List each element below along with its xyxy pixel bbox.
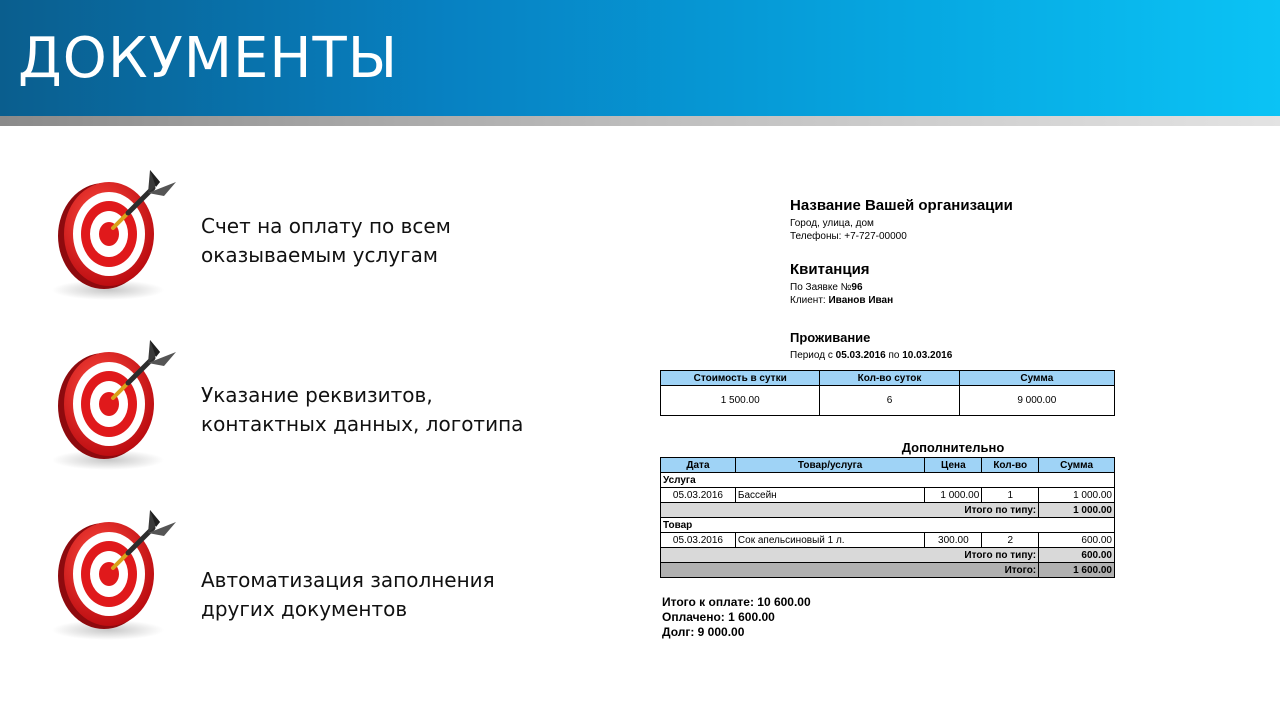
group-name: Товар <box>661 518 1115 533</box>
paid-amount: Оплачено: 1 600.00 <box>662 610 775 624</box>
stay-title: Проживание <box>790 330 871 345</box>
table-cell: 1 000.00 <box>1039 488 1115 503</box>
table-cell: 1 000.00 <box>925 488 982 503</box>
group-row <box>661 518 1115 533</box>
extra-title: Дополнительно <box>901 440 1005 455</box>
receipt-title: Квитанция <box>790 261 870 278</box>
stay-table <box>660 370 1115 416</box>
client-line <box>790 294 893 307</box>
feature-text-line: Автоматизация заполнения <box>201 568 495 592</box>
total-value: 1 600.00 <box>1039 563 1115 578</box>
subtotal-row <box>661 548 1115 563</box>
order-label: По Заявке № <box>790 282 852 293</box>
feature-text-line: других документов <box>201 597 408 621</box>
feature-invoice <box>50 166 610 306</box>
organization-address: Город, улица, дом <box>790 218 874 229</box>
client-label: Клиент: <box>790 295 826 306</box>
target-dart-icon <box>50 506 190 646</box>
table-cell: 1 500.00 <box>661 386 820 416</box>
header-divider <box>0 116 1280 126</box>
subtotal-value: 1 000.00 <box>1039 503 1115 518</box>
feature-text-line: оказываемым услугам <box>201 243 438 267</box>
feature-text-line: Указание реквизитов, <box>201 383 433 407</box>
target-dart-icon <box>50 166 190 306</box>
table-header-row <box>661 458 1115 473</box>
subtotal-value: 600.00 <box>1039 548 1115 563</box>
client-name: Иванов Иван <box>828 295 894 306</box>
feature-text <box>201 212 451 270</box>
table-row <box>661 386 1115 416</box>
table-cell: 9 000.00 <box>959 386 1114 416</box>
table-header-cell: Товар/услуга <box>735 458 924 473</box>
table-header-row <box>661 371 1115 386</box>
table-header-cell: Стоимость в сутки <box>661 371 820 386</box>
table-header-cell: Цена <box>925 458 982 473</box>
feature-text <box>201 566 495 624</box>
organization-name: Название Вашей организации <box>790 197 1013 214</box>
group-row <box>661 473 1115 488</box>
group-name: Услуга <box>661 473 1115 488</box>
subtotal-row <box>661 503 1115 518</box>
feature-text-line: контактных данных, логотипа <box>201 412 524 436</box>
table-cell: Сок апельсиновый 1 л. <box>735 533 924 548</box>
subtotal-label: Итого по типу: <box>661 503 1039 518</box>
extra-table <box>660 457 1115 578</box>
payment-summary <box>662 595 811 640</box>
debt-amount: Долг: 9 000.00 <box>662 625 745 639</box>
page-title: ДОКУМЕНТЫ <box>18 26 399 91</box>
period-from: 05.03.2016 <box>835 350 886 361</box>
table-cell: Бассейн <box>735 488 924 503</box>
table-cell: 05.03.2016 <box>661 488 736 503</box>
header-banner <box>0 0 1280 116</box>
table-header-cell: Кол-во суток <box>820 371 959 386</box>
feature-requisites <box>50 336 610 476</box>
stay-period <box>790 349 952 362</box>
order-line <box>790 281 863 294</box>
period-label: Период с <box>790 350 833 361</box>
table-cell: 05.03.2016 <box>661 533 736 548</box>
table-cell: 2 <box>982 533 1039 548</box>
feature-automation <box>50 506 610 646</box>
total-row <box>661 563 1115 578</box>
table-header-cell: Дата <box>661 458 736 473</box>
total-label: Итого: <box>661 563 1039 578</box>
table-cell: 6 <box>820 386 959 416</box>
table-cell: 1 <box>982 488 1039 503</box>
organization-phone: Телефоны: +7-727-00000 <box>790 231 907 242</box>
table-header-cell: Сумма <box>1039 458 1115 473</box>
table-cell: 600.00 <box>1039 533 1115 548</box>
table-cell: 300.00 <box>925 533 982 548</box>
order-number: 96 <box>851 282 863 293</box>
target-dart-icon <box>50 336 190 476</box>
table-row <box>661 533 1115 548</box>
period-to: 10.03.2016 <box>902 350 953 361</box>
subtotal-label: Итого по типу: <box>661 548 1039 563</box>
table-row <box>661 488 1115 503</box>
feature-text <box>201 381 523 439</box>
table-header-cell: Сумма <box>959 371 1114 386</box>
feature-text-line: Счет на оплату по всем <box>201 214 451 238</box>
period-to-label: по <box>888 350 900 361</box>
table-header-cell: Кол-во <box>982 458 1039 473</box>
total-to-pay: Итого к оплате: 10 600.00 <box>662 595 811 609</box>
